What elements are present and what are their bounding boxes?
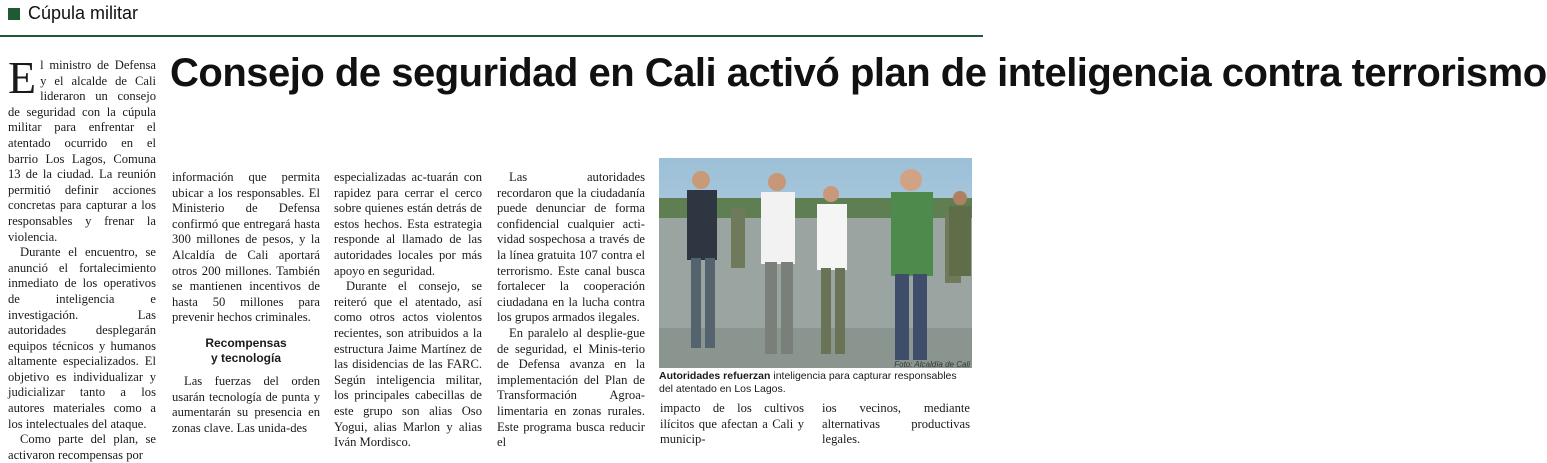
article-column-5 — [660, 401, 804, 448]
paragraph: ios vecinos, mediante alternativas productivas legales. — [822, 401, 970, 447]
paragraph: En paralelo al desplie-gue de seguridad, el Minis-terio de Defensa avanza en la implementación del Plan de Transformación Agroa-limentaria en zonas rurales. Este programa busca reducir el — [497, 325, 645, 450]
caption-text: inteligencia para capturar responsables del atentado en Los Lagos. — [659, 370, 957, 395]
paragraph: Las autoridades recordaron que la ciudadanía puede denunciar de forma confidencial cualquier acti-vidad sospechosa a través de la línea gratuita 107 contra el terrorismo. Este canal busca fortalecer la cooperación ciudadana en la lucha contra los grupos armados ilegales. — [497, 170, 645, 325]
subheading-line: y tecnología — [210, 350, 281, 365]
article-column-6 — [822, 401, 970, 448]
section-marker-icon — [8, 8, 20, 20]
paragraph: impacto de los cultivos ilícitos que afectan a Cali y municip- — [660, 401, 804, 447]
caption-lead: Autoridades refuerzan — [659, 370, 771, 382]
paragraph: Como parte del plan, se activaron recompensas por — [8, 432, 156, 462]
paragraph: información que permita ubicar a los responsables. El Ministerio de Defensa confirmó que entregará hasta 300 millones de pesos, y la Alcaldía de Cali aportará otros 200 millones. También se mantienen incentivos de hasta 50 millones para prevenir hechos criminales. — [172, 170, 320, 325]
subheading-line: Recompensas — [205, 335, 287, 350]
article-column-2 — [172, 170, 320, 436]
officials-walking-illustration — [659, 158, 972, 368]
paragraph: Durante el consejo, se reiteró que el atentado, así como otros actos violentos recientes, son atribuidos a la estructura Jaime Martínez de las disidencias de las FARC. Según inteligencia militar, los principales cabecillas de este grupo son alias Oso Yogui, alias Marlon y alias Iván Mordisco. — [334, 279, 482, 450]
paragraph: Las fuerzas del orden usarán tecnología de punta y aumentarán su presencia en zonas clave. Las unida-des — [172, 373, 320, 435]
paragraph: especializadas ac-tuarán con rapidez para cerrar el cerco sobre quienes están detrás de estos hechos. Esta estrategia responde al llamado de las autoridades locales por más apoyo en seguridad. — [334, 170, 482, 278]
article-column-4 — [497, 170, 645, 451]
photo-caption — [659, 370, 972, 396]
section-title: Cúpula militar — [28, 3, 139, 23]
news-photo — [659, 158, 972, 368]
article-column-3 — [334, 170, 482, 451]
paragraph: El ministro de Defensa y el alcalde de Cali lideraron un consejo de seguridad con la cúpula militar para enfrentar el atentado ocurrido en el barrio Los Lagos, Comuna 13 de la ciudad. La reunión permitió definir acciones concretas para capturar a los responsables y frenar la violencia. — [8, 52, 156, 244]
article-column-1 — [8, 52, 156, 463]
headline: Consejo de seguridad en Cali activó plan de inteligencia contra terrorismo — [170, 51, 1547, 95]
subheading — [172, 336, 320, 366]
paragraph: Durante el encuentro, se anunció el fortalecimiento inmediato de los operativos de inteligencia e investigación. Las autoridades desplegarán equipos técnicos y humanos altamente especializados. El objetivo es individualizar y judicializar tanto a los autores materiales como a los intelectuales del ataque. — [8, 245, 156, 431]
section-divider — [0, 35, 983, 37]
photo-credit: Foto: Alcaldía de Cali — [894, 360, 970, 369]
